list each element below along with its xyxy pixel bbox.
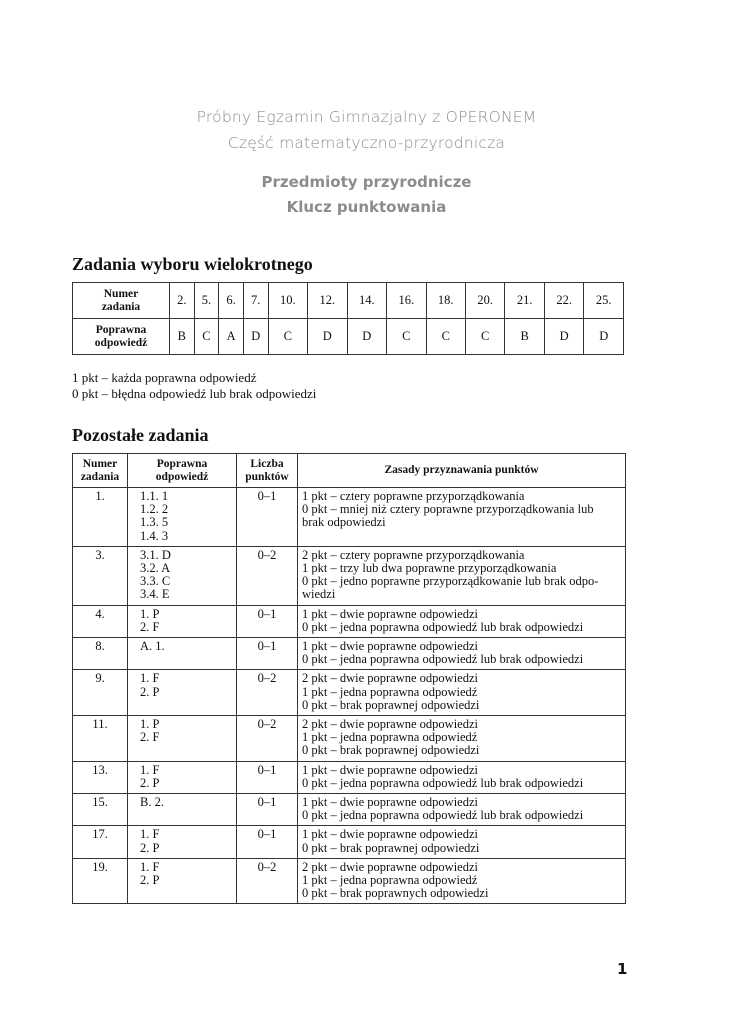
- exam-title: Próbny Egzamin Gimnazjalny z OPERONEM: [196, 108, 537, 126]
- header-line: odpowiedź: [155, 470, 209, 483]
- rule-line: 1 pkt – cztery poprawne przyporządkowania: [302, 489, 525, 503]
- mc-task-number-cell: 18.: [426, 283, 465, 319]
- answer-line: 2. P: [140, 873, 160, 888]
- table-row: [73, 794, 626, 826]
- rule-line: 0 pkt – jedno poprawne przyporządkowanie lub brak odpo-: [302, 574, 599, 589]
- header-line: zadania: [80, 470, 120, 483]
- answer-line: 1. F: [140, 671, 160, 686]
- mc-scoring-rules: [72, 370, 316, 402]
- answer-line: 2. F: [140, 619, 160, 634]
- rule-line: 1 pkt – dwie poprawne odpowiedzi: [302, 795, 479, 810]
- correct-answer-cell: [128, 638, 237, 670]
- correct-answer-cell: [128, 826, 237, 858]
- mc-answer-cell: B: [505, 319, 544, 355]
- scoring-rules-cell: [298, 858, 626, 904]
- answer-line: 1.4. 3: [140, 528, 169, 543]
- mc-task-number-cell: 7.: [243, 283, 268, 319]
- mc-answer-cell: C: [465, 319, 504, 355]
- exam-title-block: [0, 104, 733, 156]
- answer-line: 3.2. A: [140, 561, 171, 576]
- rule-line: 1 pkt – trzy lub dwa poprawne przyporządkowania: [302, 561, 557, 576]
- scoring-rules-cell: [298, 670, 626, 716]
- scoring-rules-cell: [298, 794, 626, 826]
- mc-answer-cell: C: [194, 319, 219, 355]
- mc-task-number-cell: 22.: [544, 283, 583, 319]
- mc-task-label-line: Numer: [103, 287, 139, 300]
- rule-line: 1 pkt – jedna poprawna odpowiedź: [302, 873, 478, 888]
- open-tasks-body: [73, 488, 626, 904]
- scoring-line: 1 pkt – każda poprawna odpowiedź: [72, 370, 257, 385]
- mc-task-label-line: zadania: [101, 300, 141, 313]
- rule-line: 0 pkt – jedna poprawna odpowiedź lub brak odpowiedzi: [302, 619, 584, 634]
- mc-task-number-cell: 2.: [170, 283, 195, 319]
- correct-answer-cell: [128, 605, 237, 637]
- key-title: Klucz punktowania: [286, 198, 447, 216]
- points-cell: 0–2: [237, 546, 298, 605]
- points-cell: 0–1: [237, 488, 298, 547]
- mc-section-title: Zadania wyboru wielokrotnego: [72, 254, 313, 274]
- col-header-scoring-rules: Zasady przyznawania punktów: [298, 454, 626, 488]
- mc-task-number-cell: 25.: [584, 283, 624, 319]
- answer-line: B. 2.: [140, 795, 164, 810]
- header-line: Poprawna: [156, 457, 208, 470]
- task-number-cell: 11.: [73, 716, 128, 762]
- rule-line: 0 pkt – jedna poprawna odpowiedź lub brak odpowiedzi: [302, 808, 584, 823]
- answer-line: 1.3. 5: [140, 515, 169, 530]
- rule-line: 0 pkt – brak poprawnej odpowiedzi: [302, 840, 480, 855]
- task-number-cell: 9.: [73, 670, 128, 716]
- answer-line: 1.1. 1: [140, 489, 169, 503]
- scoring-rules-cell: [298, 605, 626, 637]
- rule-line: 0 pkt – mniej niż cztery poprawne przyporządkowania lub: [302, 502, 594, 517]
- mc-task-number-cell: 21.: [505, 283, 544, 319]
- answer-line: 3.1. D: [140, 547, 171, 562]
- rule-line: 0 pkt – brak poprawnej odpowiedzi: [302, 697, 480, 712]
- mc-task-number-cell: 10.: [268, 283, 307, 319]
- mc-answer-row: [73, 319, 624, 355]
- scoring-rules-cell: [298, 761, 626, 793]
- mc-answer-cell: D: [308, 319, 347, 355]
- mc-task-number-cell: 16.: [387, 283, 426, 319]
- task-number-cell: 4.: [73, 605, 128, 637]
- task-number-cell: 19.: [73, 858, 128, 904]
- mc-answer-cell: C: [426, 319, 465, 355]
- rule-line: 1 pkt – dwie poprawne odpowiedzi: [302, 639, 479, 654]
- correct-answer-cell: [128, 858, 237, 904]
- answer-line: 1. P: [140, 717, 160, 732]
- task-number-cell: 13.: [73, 761, 128, 793]
- mc-answer-label-line: odpowiedź: [94, 336, 148, 349]
- answer-line: 1. F: [140, 827, 160, 842]
- points-cell: 0–1: [237, 794, 298, 826]
- subject-title: Przedmioty przyrodnicze: [261, 173, 472, 191]
- correct-answer-cell: [128, 716, 237, 762]
- points-cell: 0–2: [237, 716, 298, 762]
- table-header-row: [73, 454, 626, 488]
- other-section-title: Pozostałe zadania: [72, 425, 209, 445]
- rule-line: 0 pkt – brak poprawnej odpowiedzi: [302, 743, 480, 758]
- header-line: punktów: [245, 470, 289, 483]
- mc-task-number-cell: 12.: [308, 283, 347, 319]
- scoring-rules-cell: [298, 546, 626, 605]
- points-cell: 0–1: [237, 605, 298, 637]
- answer-line: 2. P: [140, 775, 160, 790]
- table-row: [73, 638, 626, 670]
- open-tasks-table: [72, 453, 626, 904]
- table-row: [73, 858, 626, 904]
- points-cell: 0–1: [237, 638, 298, 670]
- answer-line: 2. P: [140, 840, 160, 855]
- mc-answer-cell: A: [219, 319, 244, 355]
- page-number: 1: [617, 960, 628, 978]
- task-number-cell: 8.: [73, 638, 128, 670]
- rule-line: 1 pkt – dwie poprawne odpowiedzi: [302, 606, 479, 621]
- task-number-cell: 3.: [73, 546, 128, 605]
- scoring-rules-cell: [298, 826, 626, 858]
- mc-task-number-cell: 14.: [347, 283, 386, 319]
- answer-line: 3.3. C: [140, 574, 171, 589]
- task-number-cell: 15.: [73, 794, 128, 826]
- mc-task-number-cell: 5.: [194, 283, 219, 319]
- correct-answer-cell: [128, 488, 237, 547]
- rule-line: 0 pkt – jedna poprawna odpowiedź lub brak odpowiedzi: [302, 652, 584, 667]
- correct-answer-cell: [128, 546, 237, 605]
- mc-answer-label-line: Poprawna: [95, 323, 147, 336]
- mc-answer-table: [72, 282, 624, 355]
- rule-line: 1 pkt – dwie poprawne odpowiedzi: [302, 762, 479, 777]
- subject-block: [0, 170, 733, 220]
- col-header-task-number: [73, 454, 128, 488]
- col-header-correct-answer: [128, 454, 237, 488]
- points-cell: 0–2: [237, 858, 298, 904]
- rule-line: 2 pkt – dwie poprawne odpowiedzi: [302, 671, 479, 686]
- table-row: [73, 605, 626, 637]
- mc-answer-cell: C: [268, 319, 307, 355]
- mc-answer-cell: D: [347, 319, 386, 355]
- answer-line: 2. P: [140, 684, 160, 699]
- rule-line: 1 pkt – jedna poprawna odpowiedź: [302, 730, 478, 745]
- answer-line: A. 1.: [140, 639, 165, 654]
- answer-line: 1. P: [140, 606, 160, 621]
- mc-task-row: [73, 283, 624, 319]
- header-line: Liczba: [250, 457, 284, 470]
- answer-line: 1. F: [140, 762, 160, 777]
- table-row: [73, 826, 626, 858]
- points-cell: 0–1: [237, 761, 298, 793]
- mc-answer-cell: D: [584, 319, 624, 355]
- rule-line: 2 pkt – dwie poprawne odpowiedzi: [302, 717, 479, 732]
- answer-line: 2. F: [140, 730, 160, 745]
- mc-task-number-cell: 6.: [219, 283, 244, 319]
- rule-line: 1 pkt – dwie poprawne odpowiedzi: [302, 827, 479, 842]
- table-row: [73, 546, 626, 605]
- scoring-line: 0 pkt – błędna odpowiedź lub brak odpowiedzi: [72, 386, 317, 401]
- scoring-rules-cell: [298, 638, 626, 670]
- mc-answer-cell: D: [243, 319, 268, 355]
- rule-line: 0 pkt – jedna poprawna odpowiedź lub brak odpowiedzi: [302, 775, 584, 790]
- scoring-rules-cell: [298, 716, 626, 762]
- rule-line: 2 pkt – cztery poprawne przyporządkowania: [302, 547, 525, 562]
- mc-task-row-label: [73, 283, 170, 319]
- mc-answer-cell: C: [387, 319, 426, 355]
- task-number-cell: 17.: [73, 826, 128, 858]
- mc-answer-cell: B: [170, 319, 195, 355]
- answer-line: 1. F: [140, 859, 160, 874]
- table-row: [73, 670, 626, 716]
- table-row: [73, 761, 626, 793]
- rule-line: wiedzi: [302, 587, 336, 602]
- scoring-rules-cell: [298, 488, 626, 547]
- col-header-points: [237, 454, 298, 488]
- points-cell: 0–2: [237, 670, 298, 716]
- rule-line: 0 pkt – brak poprawnych odpowiedzi: [302, 886, 489, 901]
- mc-answer-row-label: [73, 319, 170, 355]
- answer-line: 1.2. 2: [140, 502, 169, 517]
- points-cell: 0–1: [237, 826, 298, 858]
- table-row: [73, 716, 626, 762]
- header-line: Numer: [82, 457, 118, 470]
- rule-line: 2 pkt – dwie poprawne odpowiedzi: [302, 859, 479, 874]
- table-row: [73, 488, 626, 547]
- answer-line: 3.4. E: [140, 587, 170, 602]
- correct-answer-cell: [128, 670, 237, 716]
- correct-answer-cell: [128, 794, 237, 826]
- rule-line: 1 pkt – jedna poprawna odpowiedź: [302, 684, 478, 699]
- rule-line: brak odpowiedzi: [302, 515, 386, 530]
- task-number-cell: 1.: [73, 488, 128, 547]
- correct-answer-cell: [128, 761, 237, 793]
- mc-answer-cell: D: [544, 319, 583, 355]
- exam-part: Część matematyczno-przyrodnicza: [227, 134, 506, 152]
- mc-task-number-cell: 20.: [465, 283, 504, 319]
